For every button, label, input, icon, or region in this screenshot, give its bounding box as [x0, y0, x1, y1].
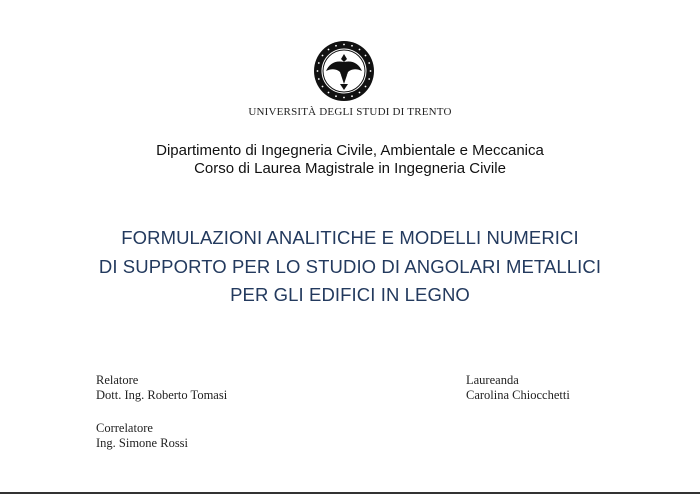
department-block: [0, 142, 700, 178]
title-line-2: DI SUPPORTO PER LO STUDIO DI ANGOLARI METALLICI: [98, 255, 602, 277]
university-name: UNIVERSITÀ DEGLI STUDI DI TRENTO: [248, 106, 452, 118]
laureanda-block: [466, 373, 570, 403]
title-line-1: FORMULAZIONI ANALITICHE E MODELLI NUMERICI: [121, 227, 579, 248]
relatore-label: Relatore: [96, 373, 139, 387]
relatore-block: [96, 373, 227, 403]
bottom-divider: [0, 492, 700, 494]
laureanda-label: Laureanda: [466, 373, 519, 387]
course-name: Corso di Laurea Magistrale in Ingegneria Civile: [194, 160, 506, 177]
title-line-3: PER GLI EDIFICI IN LEGNO: [230, 284, 470, 305]
laureanda-name: Carolina Chiocchetti: [466, 388, 570, 402]
correlatore-name: Ing. Simone Rossi: [96, 436, 189, 450]
relatore-name: Dott. Ing. Roberto Tomasi: [96, 388, 228, 402]
thesis-title: [0, 224, 700, 310]
department-name: Dipartimento di Ingegneria Civile, Ambientale e Meccanica: [156, 142, 544, 159]
correlatore-label: Correlatore: [96, 421, 153, 435]
correlatore-block: [96, 421, 188, 451]
university-seal-icon: [313, 40, 375, 102]
